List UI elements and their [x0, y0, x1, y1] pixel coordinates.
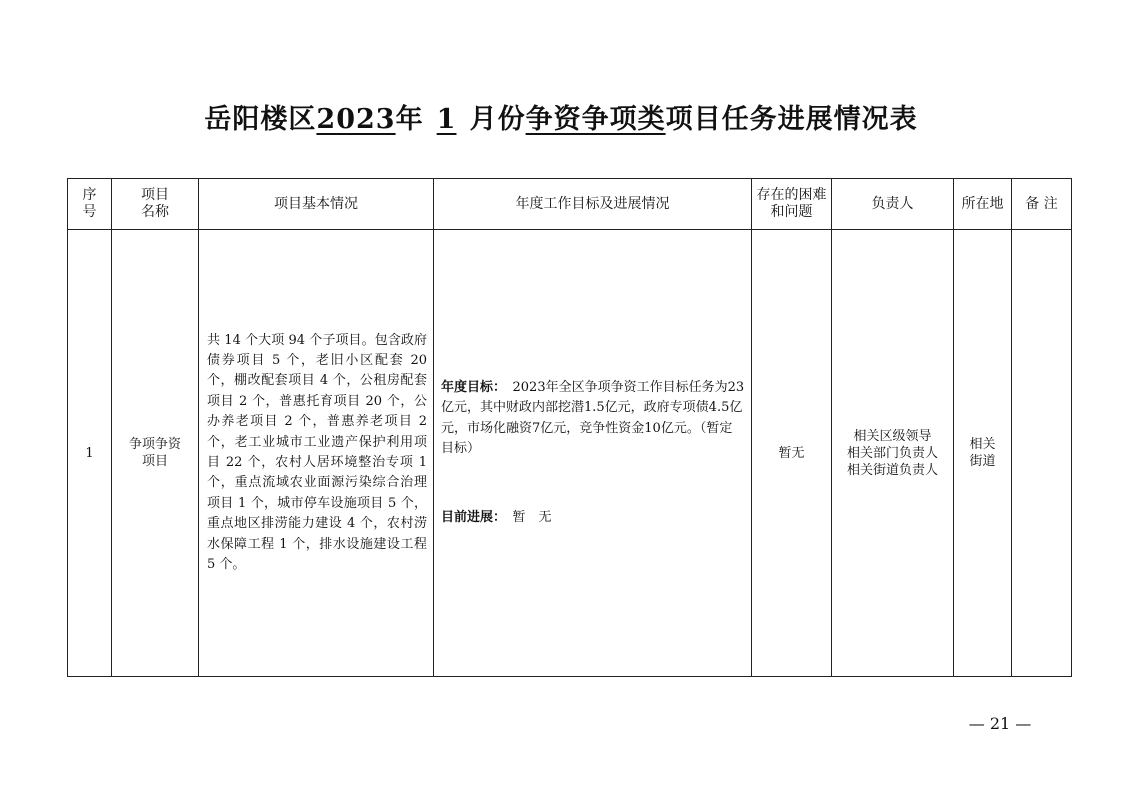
cell-responsible — [832, 230, 954, 677]
header-basic: 项目基本情况 — [199, 179, 434, 230]
title-rest: 项目任务进展情况表 — [665, 104, 918, 135]
current-progress-label: 目前进展： — [441, 509, 500, 525]
annual-goal — [441, 378, 745, 460]
header-progress: 年度工作目标及进展情况 — [434, 179, 752, 230]
cell-seq: 1 — [68, 230, 112, 677]
cell-remarks — [1012, 230, 1072, 677]
cell-progress — [434, 230, 752, 677]
progress-table — [67, 178, 1072, 677]
title-year-suffix: 年 — [395, 104, 424, 135]
title-prefix: 岳阳楼区 — [204, 104, 317, 135]
header-seq: 序 号 — [68, 179, 112, 230]
header-issues: 存在的困难 和问题 — [752, 179, 832, 230]
page-title — [0, 100, 1122, 140]
current-progress — [441, 508, 745, 528]
title-month-value: 1 — [436, 104, 457, 135]
annual-goal-text: 2023年全区争项争资工作目标任务为23亿元，其中财政内部挖潜1.5亿元，政府专项债4.5亿元，市场化融资7亿元，竞争性资金10亿元。（暂定目标） — [441, 379, 745, 457]
header-name: 项目 名称 — [112, 179, 199, 230]
header-remarks: 备 注 — [1012, 179, 1072, 230]
table-header-row — [68, 179, 1072, 230]
title-month — [424, 100, 470, 140]
cell-basic: 共 14 个大项 94 个子项目。包含政府债券项目 5 个，老旧小区配套 20 个，棚改配套项目 4 个，公租房配套项目 2 个，普惠托育项目 20 个，公办养老项目 2 个，普惠养老项目 2 个，老工业城市工业遗产保护利用项目 22 个，农村人居环境整治专项 1 个，重点流域农业面源污染综合治理项目 1 个，城市停车设施项目 5 个，重点地区排涝能力建设 4 个，农村涝水保障工程 1 个，排水设施建设工程 5 个。 — [199, 230, 434, 677]
header-responsible: 负责人 — [832, 179, 954, 230]
annual-goal-label: 年度目标： — [441, 379, 500, 395]
title-month-suffix: 月份 — [469, 104, 526, 135]
current-progress-text: 暂 无 — [499, 509, 552, 525]
responsible-line: 相关区级领导 — [853, 428, 932, 444]
cell-name: 争项争资 项目 — [112, 230, 199, 677]
responsible-line: 相关街道负责人 — [846, 462, 938, 478]
cell-location: 相关 街道 — [954, 230, 1012, 677]
title-year: 2023 — [316, 104, 396, 135]
header-location: 所在地 — [954, 179, 1012, 230]
responsible-line: 相关部门负责人 — [846, 445, 938, 461]
table-row — [68, 230, 1072, 677]
page-number: — 21 — — [968, 714, 1032, 733]
cell-issues: 暂无 — [752, 230, 832, 677]
title-category: 争资争项类 — [525, 104, 666, 135]
